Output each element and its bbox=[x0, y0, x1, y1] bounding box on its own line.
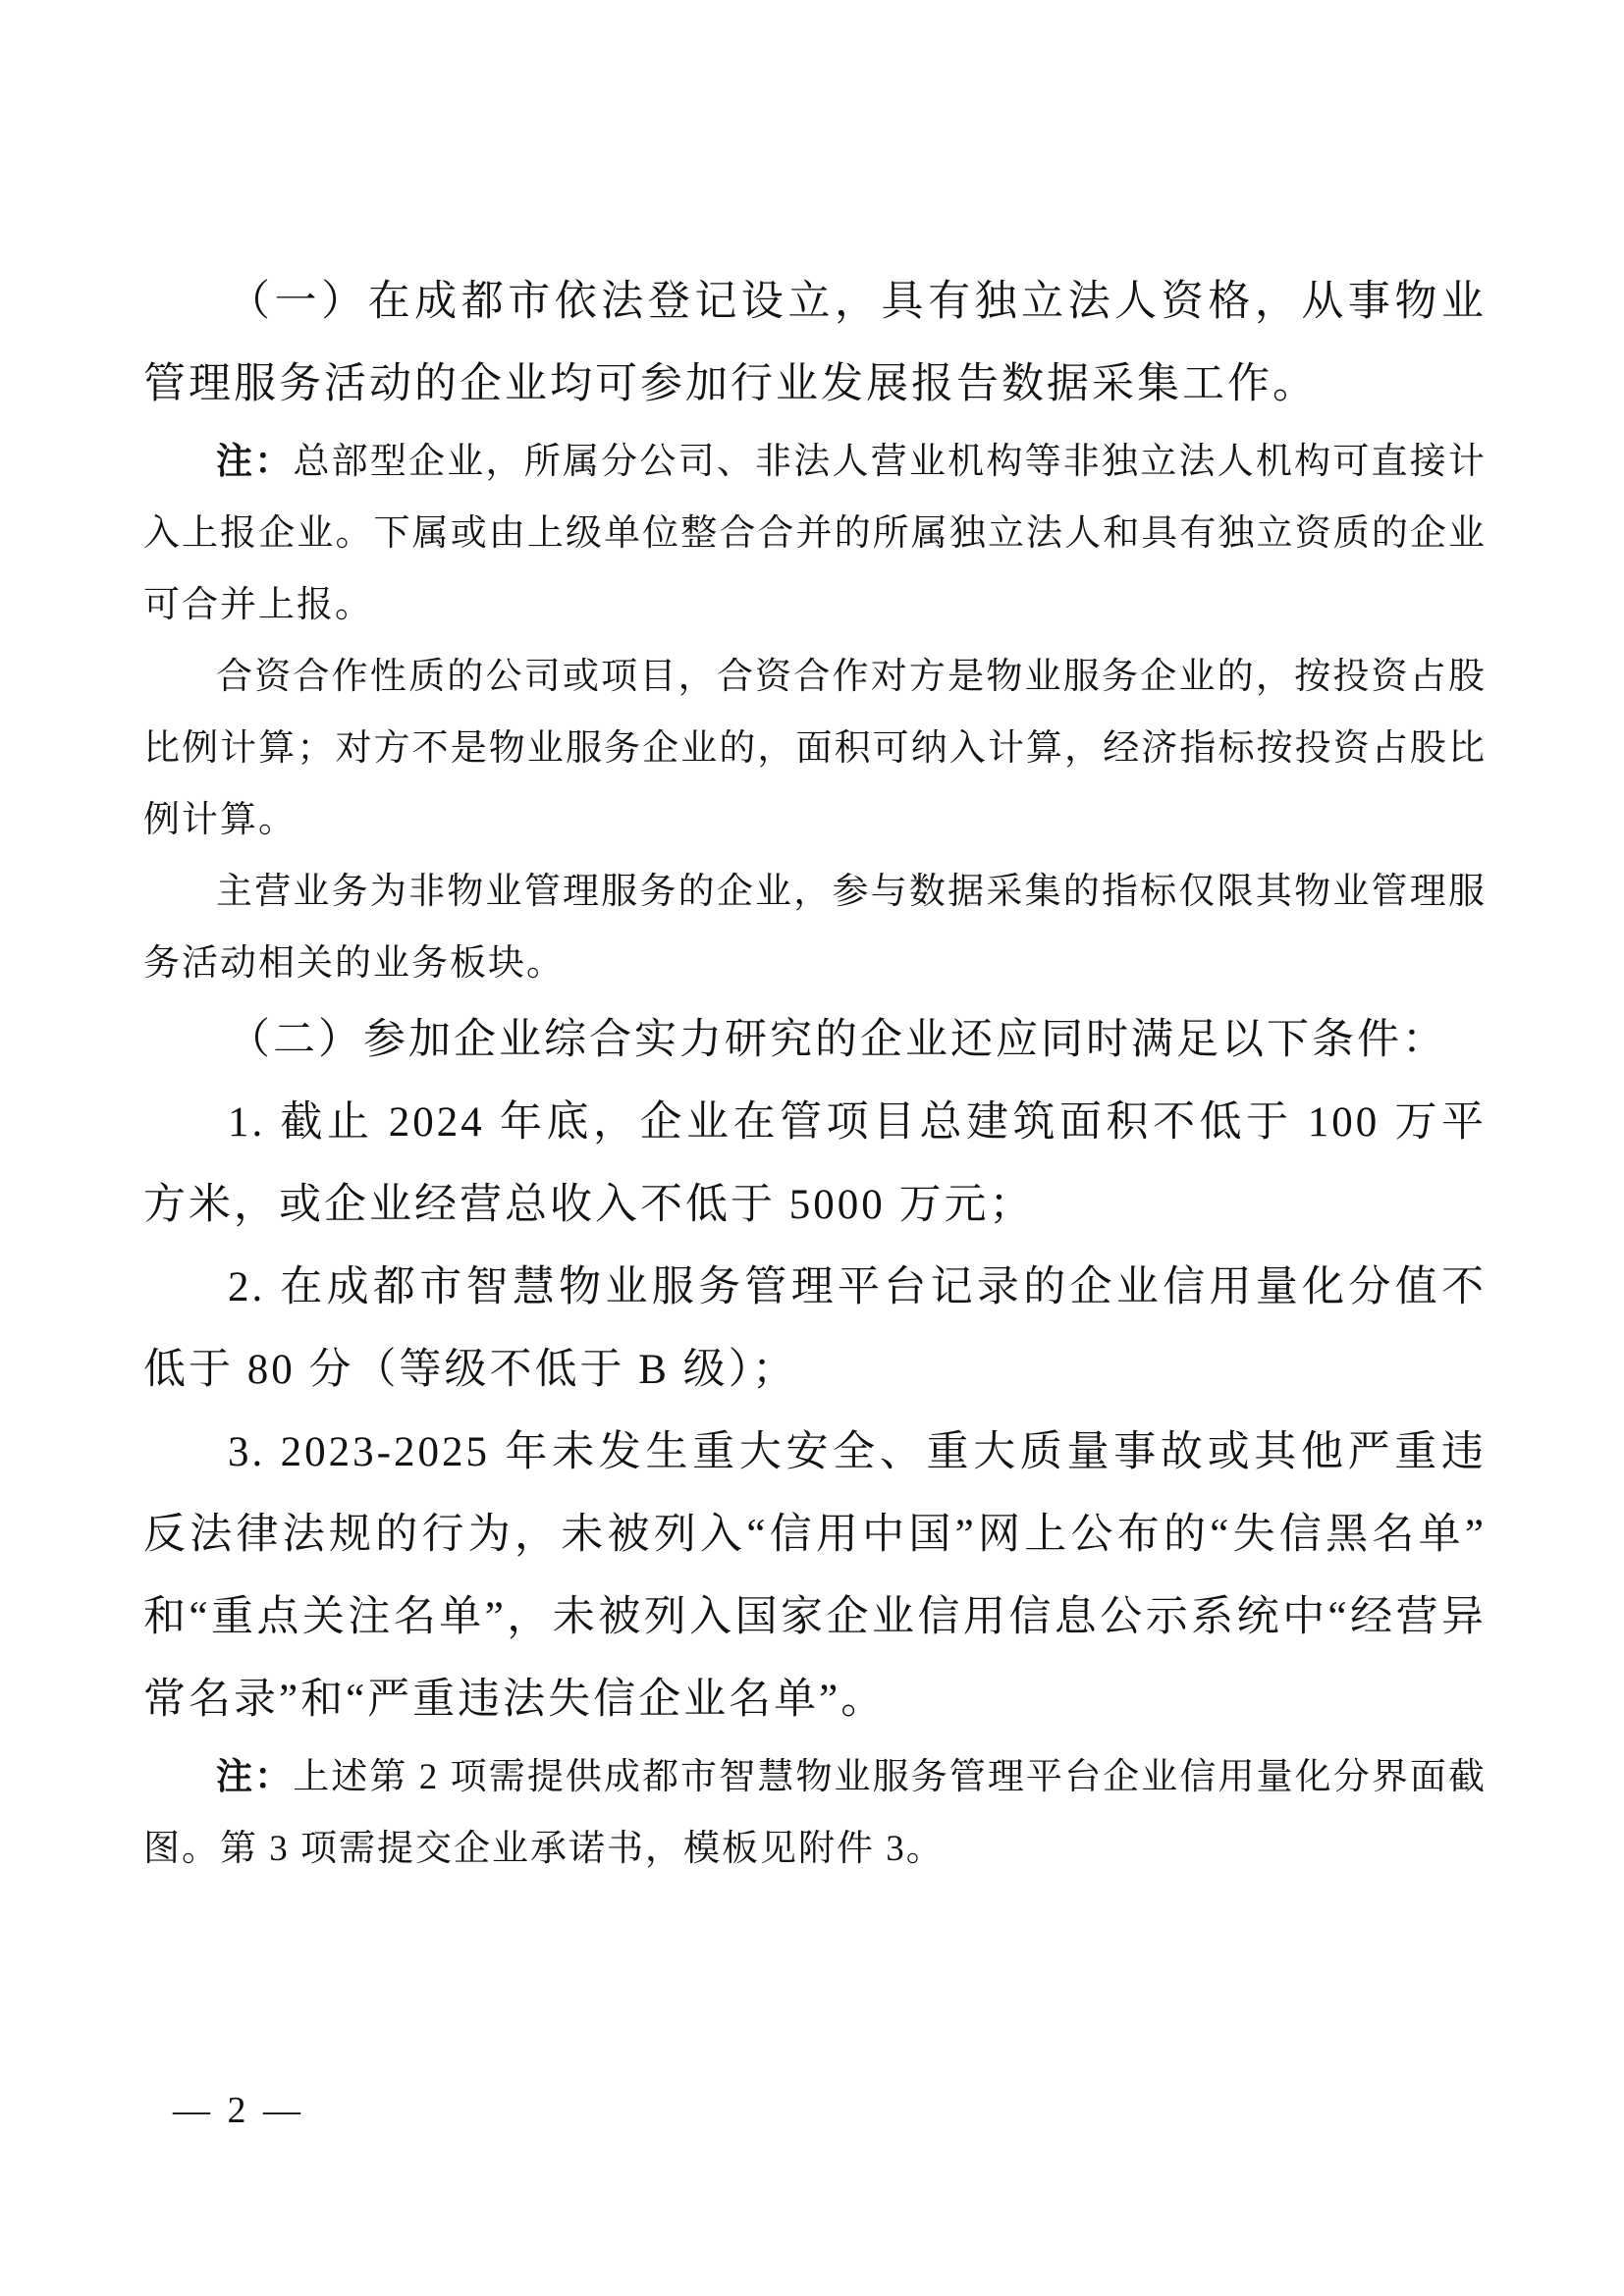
paragraph-7 bbox=[143, 1247, 1487, 1412]
paragraph-6 bbox=[143, 1082, 1487, 1247]
paragraph-text: （一）在成都市依法登记设立，具有独立法人资格，从事物业管理服务活动的企业均可参加行业发展报告数据采集工作。 bbox=[143, 279, 1487, 407]
paragraph-text: （二）参加企业综合实力研究的企业还应同时满足以下条件： bbox=[228, 1017, 1447, 1063]
paragraph-2 bbox=[143, 426, 1487, 641]
paragraph-text: 合资合作性质的公司或项目，合资合作对方是物业服务企业的，按投资占股比例计算；对方不是物业服务企业的，面积可纳入计算，经济指标按投资占股比例计算。 bbox=[143, 657, 1487, 840]
paragraph-4 bbox=[143, 856, 1487, 999]
paragraph-text: 总部型企业，所属分公司、非法人营业机构等非独立法人机构可直接计入上报企业。下属或由上级单位整合合并的所属独立法人和具有独立资质的企业可合并上报。 bbox=[143, 442, 1487, 625]
document-body bbox=[143, 261, 1487, 1885]
paragraph-text: 主营业务为非物业管理服务的企业，参与数据采集的指标仅限其物业管理服务活动相关的业务板块。 bbox=[143, 872, 1487, 984]
paragraph-9 bbox=[143, 1741, 1487, 1885]
paragraph-text: 1. 截止 2024 年底，企业在管项目总建筑面积不低于 100 万平方米，或企业经营总收入不低于 5000 万元； bbox=[143, 1099, 1487, 1228]
paragraph-text: 3. 2023-2025 年未发生重大安全、重大质量事故或其他严重违反法律法规的行为，未被列入“信用中国”网上公布的“失信黑名单”和“重点关注名单”，未被列入国家企业信用信息公示系统中“经营异常名录”和“严重违法失信企业名单”。 bbox=[143, 1429, 1487, 1723]
paragraph-text: 2. 在成都市智慧物业服务管理平台记录的企业信用量化分值不低于 80 分（等级不低于 B 级）； bbox=[143, 1264, 1487, 1393]
page-number: — 2 — bbox=[173, 2090, 304, 2131]
paragraph-8 bbox=[143, 1412, 1487, 1741]
paragraph-1 bbox=[143, 261, 1487, 426]
paragraph-text: 上述第 2 项需提供成都市智慧物业服务管理平台企业信用量化分界面截图。第 3 项需提交企业承诺书，模板见附件 3。 bbox=[143, 1757, 1488, 1869]
note-label: 注： bbox=[216, 442, 294, 482]
paragraph-5 bbox=[143, 999, 1487, 1082]
note-label: 注： bbox=[216, 1757, 294, 1797]
paragraph-3 bbox=[143, 641, 1487, 856]
